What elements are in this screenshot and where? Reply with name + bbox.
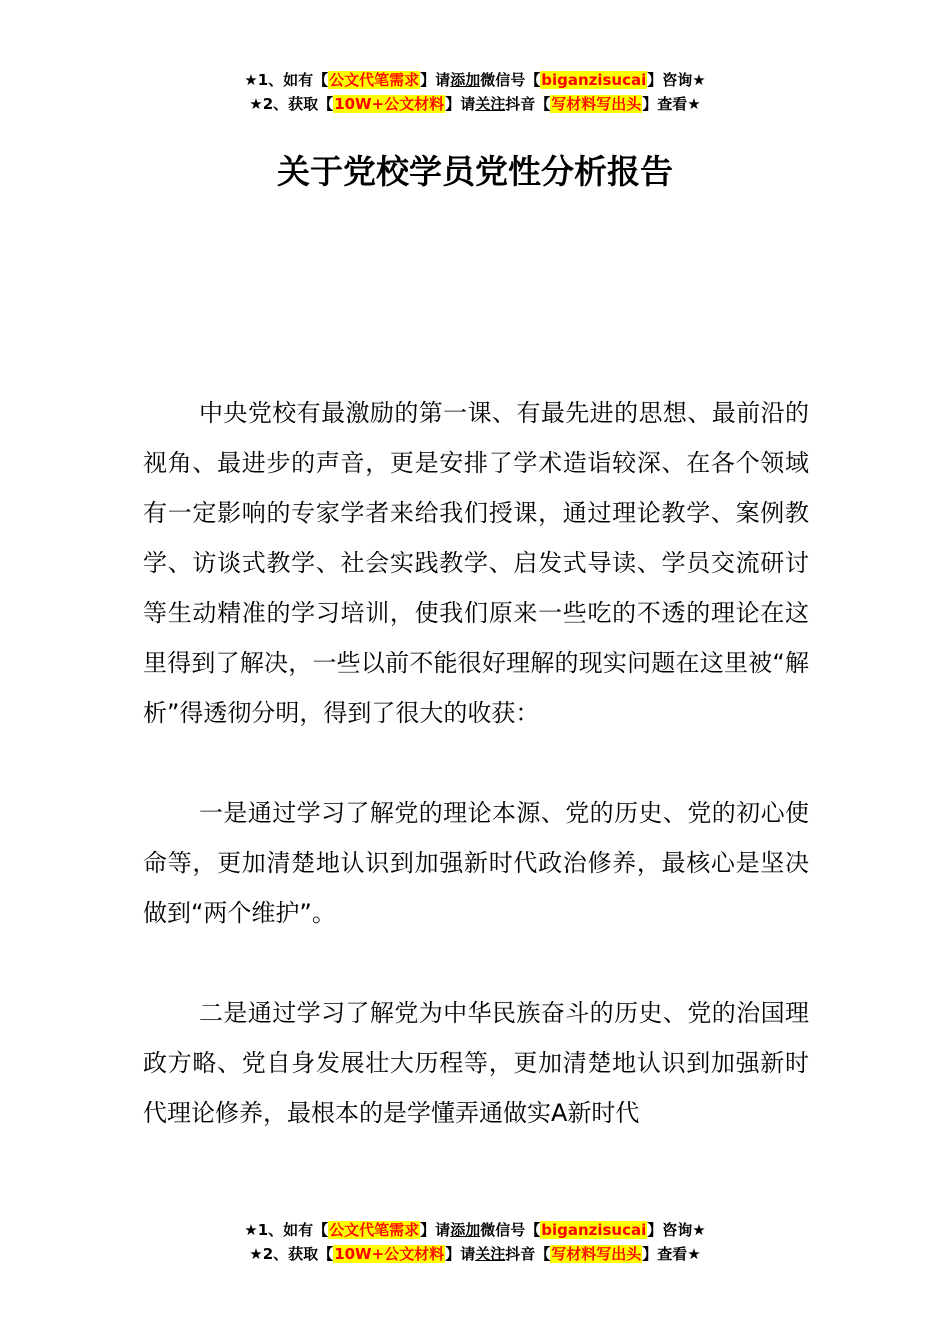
header-promo-line-1: ★1、如有【公文代笔需求】请添加微信号【biganzisucai】咨询★: [244, 71, 706, 89]
footer-promo-line-2: ★2、获取【10W+公文材料】请关注抖音【写材料写出头】查看★: [249, 1245, 701, 1263]
footer-promo-banner: [0, 1218, 950, 1266]
underline-add: 添加: [450, 1221, 481, 1239]
document-title: 关于党校学员党性分析报告: [277, 152, 673, 191]
highlight-materials: 10W+公文材料: [334, 95, 445, 113]
paragraph-point-one: 一是通过学习了解党的理论本源、党的历史、党的初心使命等，更加清楚地认识到加强新时代政治修养，最核心是坚决做到“两个维护”。: [143, 799, 809, 927]
footer-promo-line-1: ★1、如有【公文代笔需求】请添加微信号【biganzisucai】咨询★: [244, 1221, 706, 1239]
highlight-service: 公文代笔需求: [329, 1221, 420, 1239]
highlight-wechat-id: biganzisucai: [541, 71, 647, 89]
header-promo-banner: [0, 68, 950, 116]
highlight-service: 公文代笔需求: [329, 71, 420, 89]
paragraph-point-two: 二是通过学习了解党为中华民族奋斗的历史、党的治国理政方略、党自身发展壮大历程等，更加清楚地认识到加强新时代理论修养，最根本的是学懂弄通做实A新时代: [143, 999, 809, 1127]
highlight-douyin-account: 写材料写出头: [551, 95, 642, 113]
paragraph-intro: 中央党校有最激励的第一课、有最先进的思想、最前沿的视角、最进步的声音，更是安排了学术造诣较深、在各个领域有一定影响的专家学者来给我们授课，通过理论教学、案例教学、访谈式教学、社会实践教学、启发式导读、学员交流研讨等生动精准的学习培训，使我们原来一些吃的不透的理论在这里得到了解决，一些以前不能很好理解的现实问题在这里被“解析”得透彻分明，得到了很大的收获：: [143, 399, 809, 727]
underline-follow: 关注: [475, 1245, 506, 1263]
highlight-douyin-account: 写材料写出头: [551, 1245, 642, 1263]
header-promo-line-2: ★2、获取【10W+公文材料】请关注抖音【写材料写出头】查看★: [249, 95, 701, 113]
underline-follow: 关注: [475, 95, 506, 113]
document-body: [143, 388, 809, 1188]
highlight-materials: 10W+公文材料: [334, 1245, 445, 1263]
underline-add: 添加: [450, 71, 481, 89]
highlight-wechat-id: biganzisucai: [541, 1221, 647, 1239]
